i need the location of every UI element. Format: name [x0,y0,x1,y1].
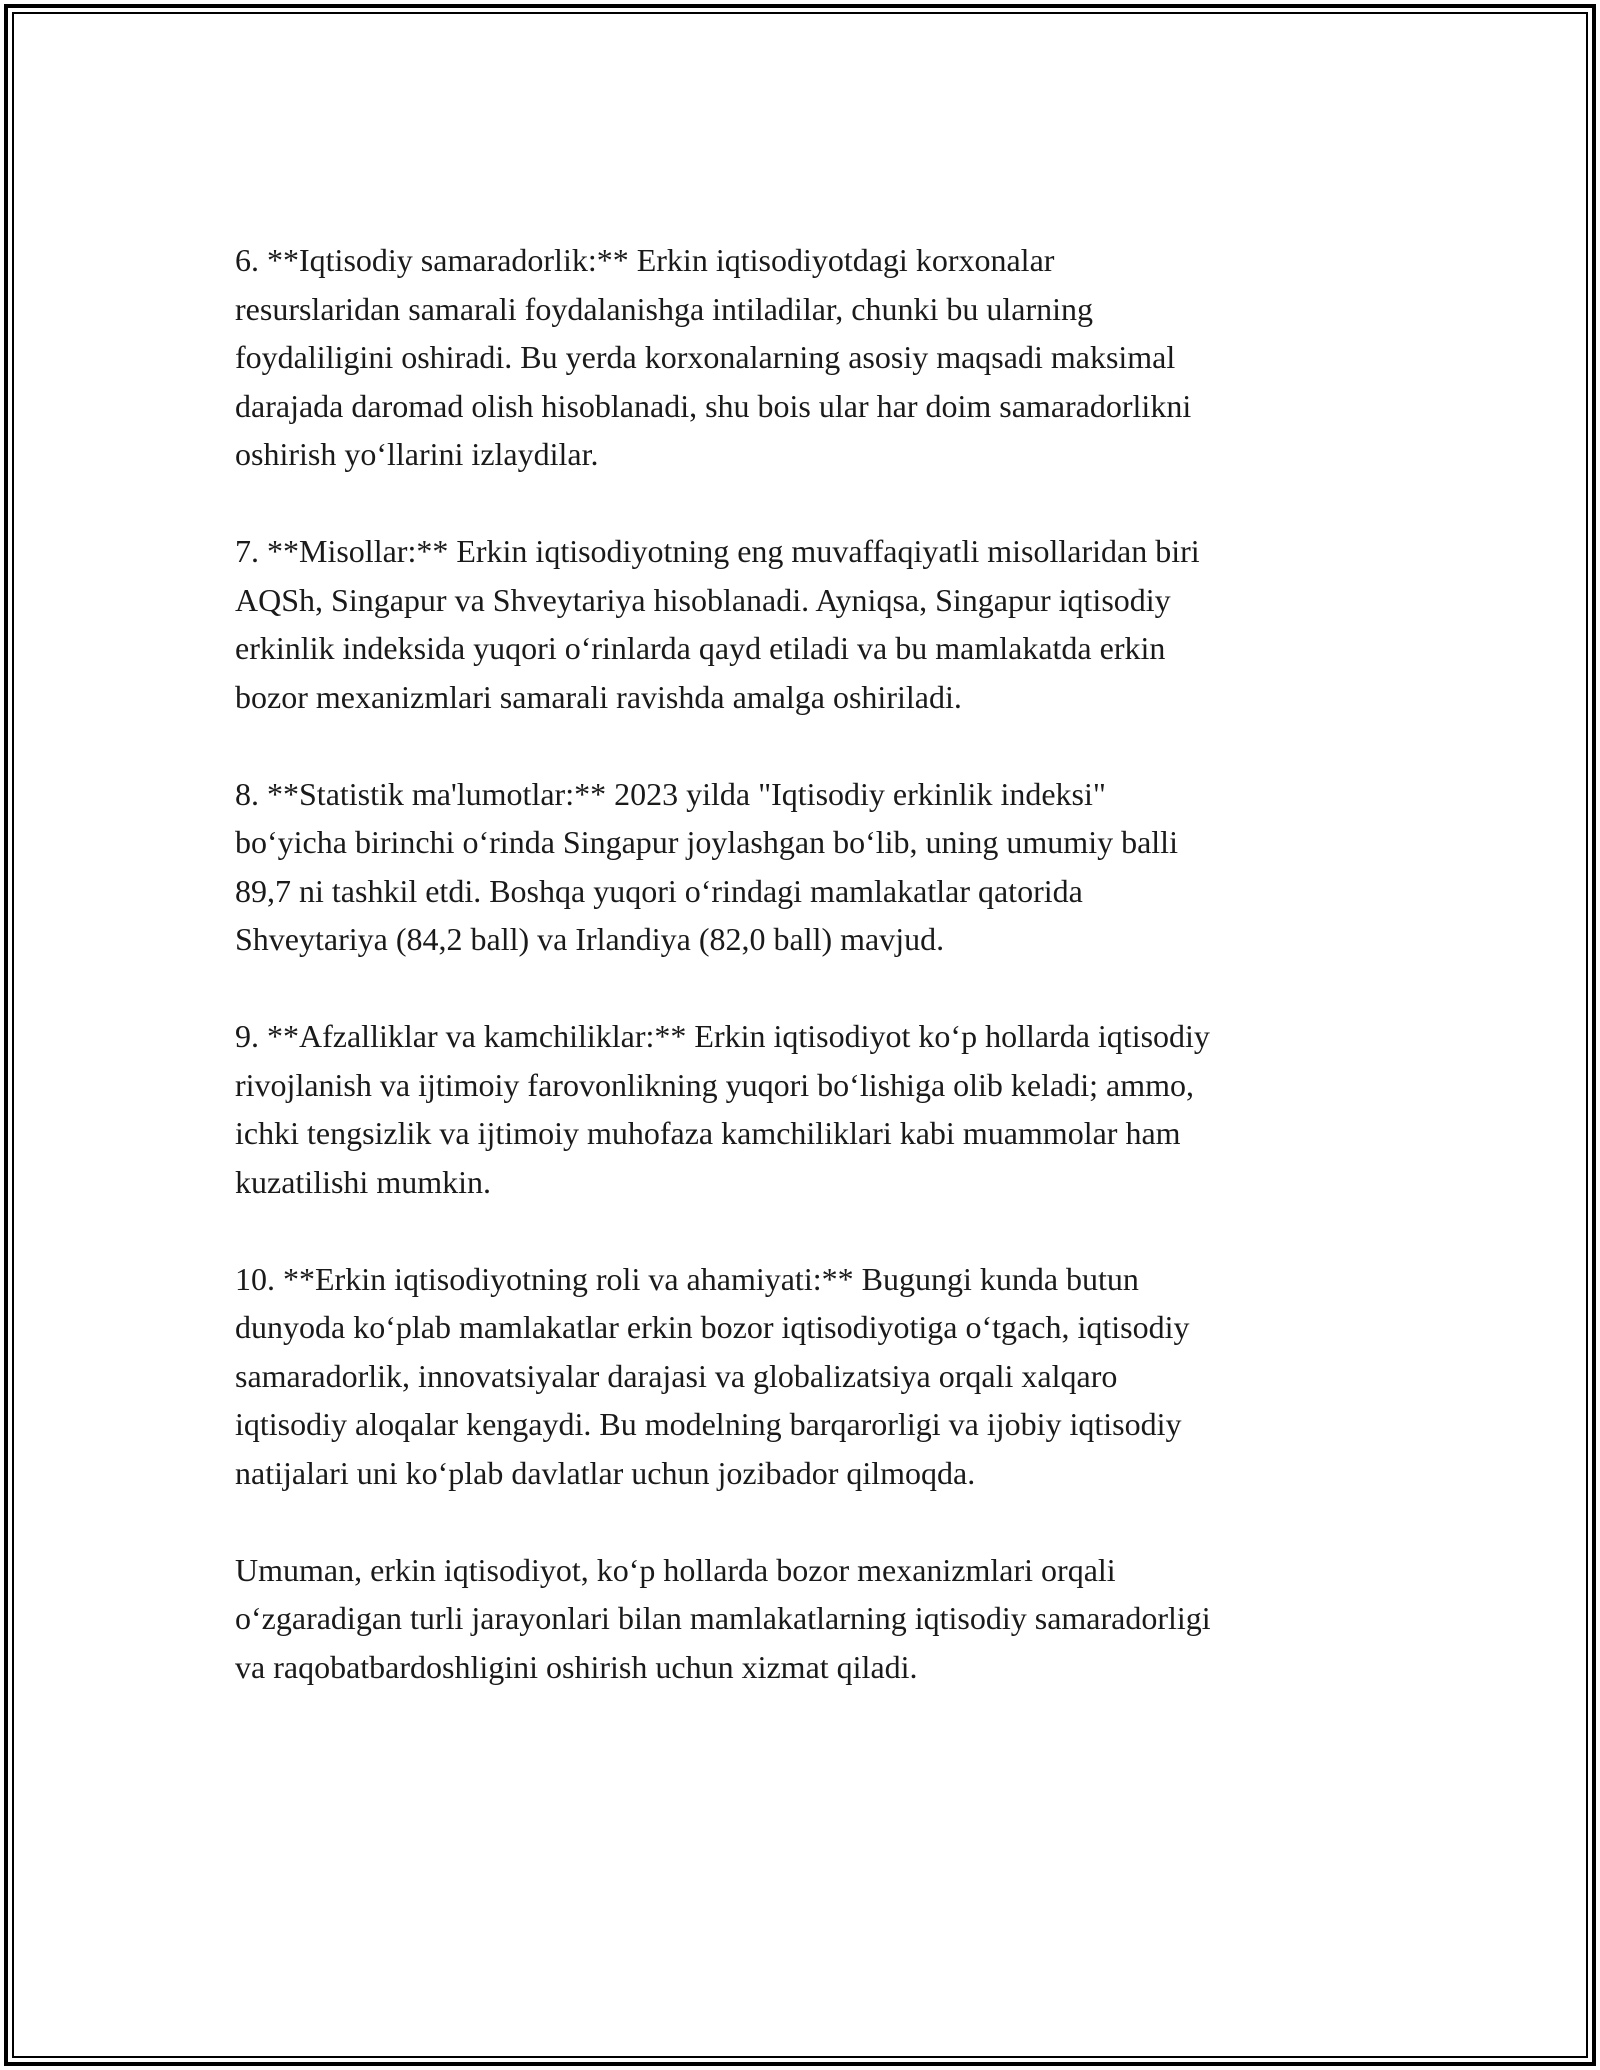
text-line: o‘zgaradigan turli jarayonlari bilan mamlakatlarning iqtisodiy samaradorligi [235,1600,1211,1636]
text-line: ichki tengsizlik va ijtimoiy muhofaza kamchiliklari kabi muammolar ham [235,1115,1181,1151]
text-line: oshirish yo‘llarini izlaydilar. [235,436,599,472]
text-line: va raqobatbardoshligini oshirish uchun xizmat qiladi. [235,1648,918,1685]
text-line: samaradorlik, innovatsiyalar darajasi va globalizatsiya orqali xalqaro [235,1357,1118,1394]
text-line: resurslaridan samarali foydalanishga intiladilar, chunki bu ularning [235,290,1094,327]
text-line: Shveytariya (84,2 ball) va Irlandiya (82,0 ball) mavjud. [235,921,945,957]
paragraph-conclusion [235,1546,1365,1692]
text-line: darajada daromad olish hisoblanadi, shu bois ular har doim samaradorlikni [235,387,1192,424]
paragraph-examples [235,527,1365,721]
paragraph-statistics [235,770,1365,964]
text-line: 89,7 ni tashkil etdi. Boshqa yuqori o‘rindagi mamlakatlar qatorida [235,872,1083,909]
document-body [235,236,1365,1740]
paragraph-role-importance [235,1255,1365,1498]
text-line: natijalari uni ko‘plab davlatlar uchun jozibador qilmoqda. [235,1454,976,1491]
text-line: 8. **Statistik ma'lumotlar:** 2023 yilda "Iqtisodiy erkinlik indeksi" [235,775,1106,812]
paragraph-pros-cons [235,1012,1365,1206]
text-line: iqtisodiy aloqalar kengaydi. Bu modelning barqarorligi va ijobiy iqtisodiy [235,1406,1182,1442]
text-line: bozor mexanizmlari samarali ravishda amalga oshiriladi. [235,678,962,715]
text-line: 9. **Afzalliklar va kamchiliklar:** Erkin iqtisodiyot ko‘p hollarda iqtisodiy [235,1018,1210,1054]
text-line: 10. **Erkin iqtisodiyotning roli va ahamiyati:** Bugungi kunda butun [235,1260,1139,1297]
text-line: 7. **Misollar:** Erkin iqtisodiyotning eng muvaffaqiyatli misollaridan biri [235,533,1200,569]
text-line: bo‘yicha birinchi o‘rinda Singapur joylashgan bo‘lib, uning umumiy balli [235,824,1178,860]
text-line: erkinlik indeksida yuqori o‘rinlarda qayd etiladi va bu mamlakatda erkin [235,630,1166,666]
text-line: rivojlanish va ijtimoiy farovonlikning yuqori bo‘lishiga olib keladi; ammo, [235,1066,1194,1103]
text-line: 6. **Iqtisodiy samaradorlik:** Erkin iqtisodiyotdagi korxonalar [235,242,1055,278]
text-line: Umuman, erkin iqtisodiyot, ko‘p hollarda bozor mexanizmlari orqali [235,1551,1116,1588]
text-line: AQSh, Singapur va Shveytariya hisoblanadi. Ayniqsa, Singapur iqtisodiy [235,581,1171,618]
text-line: foydaliligini oshiradi. Bu yerda korxonalarning asosiy maqsadi maksimal [235,339,1176,375]
text-line: dunyoda ko‘plab mamlakatlar erkin bozor iqtisodiyotiga o‘tgach, iqtisodiy [235,1309,1190,1345]
paragraph-economic-efficiency [235,236,1365,479]
text-line: kuzatilishi mumkin. [235,1163,491,1200]
